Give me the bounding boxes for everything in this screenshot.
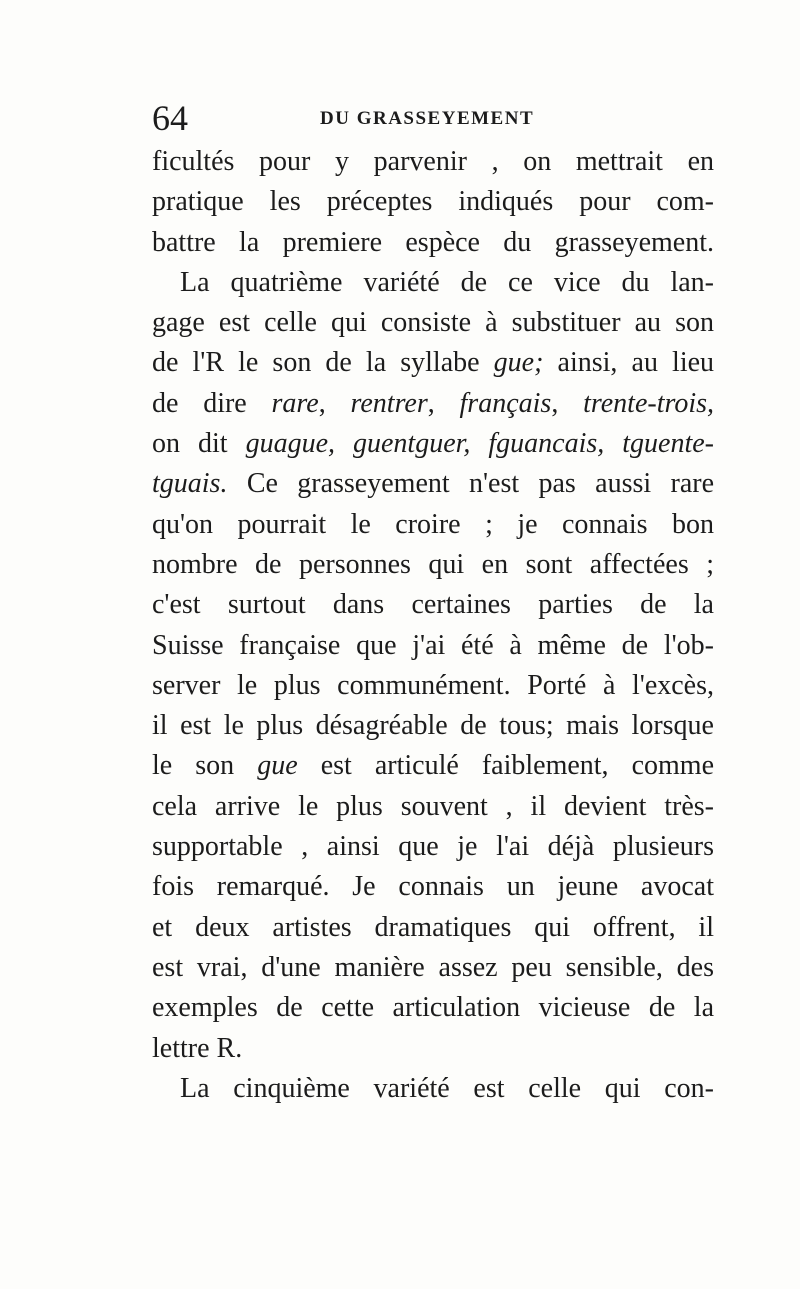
- text-line: il est le plus désagréable de tous; mais lorsque: [152, 710, 714, 742]
- text-line: de dire rare, rentrer, français, trente-trois,: [152, 387, 715, 419]
- page-header: [152, 98, 712, 138]
- text-line: nombre de personnes qui en sont affectées ;: [152, 548, 714, 580]
- text-line: battre la premiere espèce du grasseyement.: [152, 226, 714, 258]
- body-text: [152, 142, 714, 1109]
- text-line: exemples de cette articulation vicieuse de la: [152, 992, 714, 1024]
- text-line: de l'R le son de la syllabe gue; ainsi, au lieu: [152, 347, 715, 379]
- text-line: La cinquième variété est celle qui con-: [180, 1072, 714, 1104]
- text-line: gage est celle qui consiste à substituer au son: [152, 307, 714, 339]
- italic-term: rentrer: [350, 387, 428, 419]
- text-line: tguais. Ce grasseyement n'est pas aussi rare: [152, 468, 714, 500]
- text-line: server le plus communément. Porté à l'excès,: [152, 669, 714, 701]
- text-line: La quatrième variété de ce vice du lan-: [180, 266, 714, 298]
- running-head: DU GRASSEYEMENT: [320, 108, 535, 129]
- text-line: on dit guague, guentguer, fguancais, tguente-: [152, 428, 715, 460]
- text-line: fois remarqué. Je connais un jeune avocat: [152, 871, 714, 903]
- italic-term: trente-trois,: [583, 387, 715, 419]
- italic-term: gue;: [493, 347, 544, 379]
- text-line: lettre R.: [152, 1032, 243, 1064]
- text-line: et deux artistes dramatiques qui offrent, il: [152, 911, 714, 943]
- italic-term: français: [459, 387, 552, 419]
- italic-term: gue: [257, 750, 298, 782]
- italic-term: guague, guentguer, fguancais, tguente-: [245, 428, 715, 460]
- text-line: Suisse française que j'ai été à même de l'ob-: [152, 629, 714, 661]
- text-line: cela arrive le plus souvent , il devient très-: [152, 790, 714, 822]
- text-line: supportable , ainsi que je l'ai déjà plusieurs: [152, 831, 714, 863]
- text-line: pratique les préceptes indiqués pour com-: [152, 186, 714, 218]
- text-line: le son gue est articulé faiblement, comme: [152, 750, 715, 782]
- page-number: 64: [152, 98, 188, 138]
- text-line: c'est surtout dans certaines parties de la: [152, 589, 714, 621]
- text-line: ficultés pour y parvenir , on mettrait en: [152, 146, 714, 177]
- text-line: est vrai, d'une manière assez peu sensible, des: [152, 951, 714, 983]
- text-line: qu'on pourrait le croire ; je connais bon: [152, 508, 714, 540]
- italic-term: tguais.: [152, 468, 228, 500]
- italic-term: rare: [271, 387, 319, 419]
